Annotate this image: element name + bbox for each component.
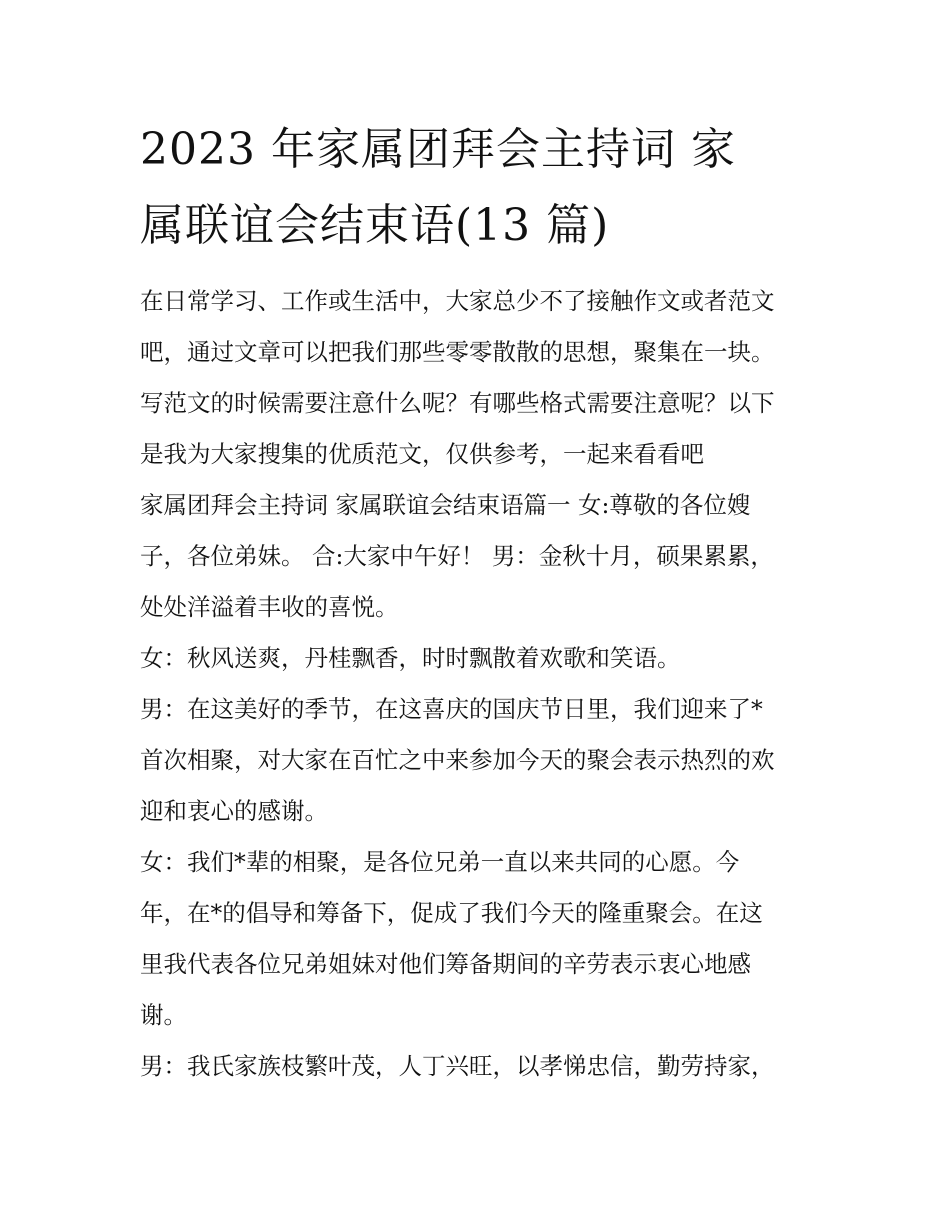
body-line: 男：我氏家族枝繁叶茂，人丁兴旺，以孝悌忠信，勤劳持家，: [140, 1052, 775, 1080]
body-line: 里我代表各位兄弟姐妹对他们筹备期间的辛劳表示衷心地感: [140, 950, 751, 978]
body-line: 女：秋风送爽，丹桂飘香，时时飘散着欢歌和笑语。: [140, 644, 681, 672]
body-line: 写范文的时候需要注意什么呢？有哪些格式需要注意呢？以下: [140, 389, 775, 417]
body-line: 女：我们*辈的相聚，是各位兄弟一直以来共同的心愿。今: [140, 848, 740, 876]
body-line: 家属团拜会主持词 家属联谊会结束语篇一 女:尊敬的各位嫂: [140, 491, 751, 519]
body-line: 在日常学习、工作或生活中，大家总少不了接触作文或者范文: [140, 287, 775, 315]
title-line-2: 属联谊会结束语(13 篇): [140, 200, 610, 251]
body-line: 处处洋溢着丰收的喜悦。: [140, 593, 399, 621]
document-title: [140, 112, 830, 264]
body-line: 是我为大家搜集的优质范文，仅供参考，一起来看看吧: [140, 440, 704, 468]
document-body: [140, 276, 816, 1092]
body-line: 男：在这美好的季节，在这喜庆的国庆节日里，我们迎来了*: [140, 695, 763, 723]
body-line: 子，各位弟妹。 合:大家中午好！ 男：金秋十月，硕果累累，: [140, 542, 774, 570]
body-line: 首次相聚，对大家在百忙之中来参加今天的聚会表示热烈的欢: [140, 746, 775, 774]
body-line: 吧，通过文章可以把我们那些零零散散的思想，聚集在一块。: [140, 338, 775, 366]
title-line-1: 2023 年家属团拜会主持词 家: [140, 124, 736, 175]
body-line: 谢。: [140, 1001, 187, 1029]
body-line: 迎和衷心的感谢。: [140, 797, 328, 825]
body-line: 年，在*的倡导和筹备下，促成了我们今天的隆重聚会。在这: [140, 899, 763, 927]
